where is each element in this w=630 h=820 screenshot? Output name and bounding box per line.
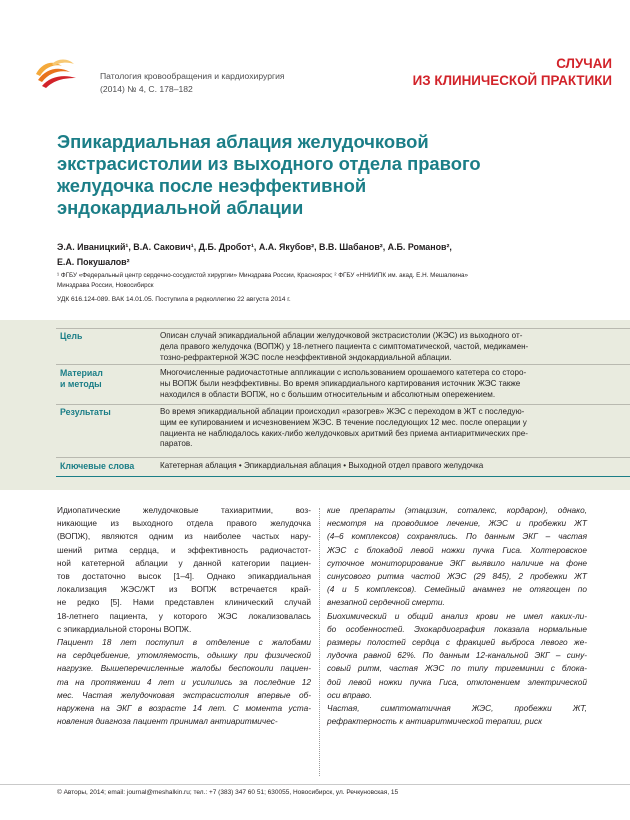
body-text-line: тов достаточно высок [1–4]. Однако эпикардиальная — [57, 571, 311, 582]
body-text-line: на сердцебиение, утомляемость, одышку при физической — [57, 650, 311, 661]
column-divider — [319, 508, 320, 776]
abstract-text-methods — [160, 368, 615, 400]
abstract-label-goal — [60, 331, 82, 342]
body-text-line: не редко [5]. Нами представлен клинический случай — [57, 597, 311, 608]
title-line: желудочка после неэффективной — [57, 175, 367, 196]
body-column-right — [327, 504, 587, 728]
body-text-line: Частая, симптоматичная ЖЭС, пробежки ЖТ, — [327, 703, 587, 714]
body-text-line: рефрактерность к антиаритмической терапии, риск — [327, 716, 543, 727]
body-text-line: синусового ритма частой ЖЭС (29 845), 2 пробежки ЖТ — [327, 571, 587, 582]
body-text-line: Пациент 18 лет поступил в отделение с жалобами — [57, 637, 311, 648]
title-line: экстрасистолии из выходного отдела правого — [57, 153, 481, 174]
body-text-line: (ВОПЖ), являются одним из наиболее частых нару- — [57, 531, 311, 542]
body-text-line: шений ритма сердца, и эффективность радиочастот- — [57, 544, 311, 555]
body-text-line: (4–6 комплексов) сохранялись. По данным ЭКГ – частая — [327, 531, 587, 542]
body-text-line: размеры полостей сердца с фракцией выброса левого же- — [327, 637, 587, 648]
journal-logo-icon — [32, 56, 80, 92]
abstract-text-line: Многочисленные радиочастотные аппликации с использованием орошаемого катетера со сторо- — [160, 368, 527, 377]
body-text-line: наружена на ЭКГ в возрасте 14 лет. С момента уста- — [57, 703, 311, 714]
author-line: Е.А. Покушалов² — [57, 257, 130, 267]
abstract-divider — [56, 364, 630, 365]
body-text-line: с эпикардиальной стороны ВОПЖ. — [57, 623, 192, 634]
body-text-line: ной катетерной аблации у данной категории пациен- — [57, 557, 311, 568]
abstract-text-results — [160, 407, 615, 450]
body-text-line: бо особенностей. Эхокардиография показала нормальные — [327, 623, 587, 634]
abstract-divider — [56, 404, 630, 405]
abstract-label-line: Ключевые слова — [60, 461, 135, 471]
body-text-line: (4 и 5 комплексов). Семейный анамнез не отягощен по — [327, 584, 587, 595]
abstract-text-goal — [160, 331, 615, 363]
journal-issue: (2014) № 4, С. 178–182 — [100, 83, 193, 94]
abstract-text-line: Описан случай эпикардиальной аблации желудочковой экстрасистолии (ЖЭС) из выходного от- — [160, 331, 523, 340]
body-text-line: дой левой ножки пучка Гиса, отклонением электрической — [327, 676, 587, 687]
section-line-1: СЛУЧАИ — [556, 56, 612, 71]
body-text-line: внезапной сердечной смерти. — [327, 597, 445, 608]
abstract-label-line: Результаты — [60, 407, 111, 417]
body-text-line: та на протяжении 4 лет и усилились за последние 12 — [57, 676, 311, 687]
footer-rule — [0, 784, 630, 785]
abstract-label-line: и методы — [60, 379, 102, 389]
author-line: Э.А. Иваницкий¹, В.А. Сакович¹, Д.Б. Дробот¹, А.А. Якубов², В.В. Шабанов², А.Б. Романов², — [57, 242, 452, 252]
section-line-2: ИЗ КЛИНИЧЕСКОЙ ПРАКТИКИ — [412, 73, 612, 88]
journal-citation — [100, 70, 285, 95]
abstract-text-line: Катетерная аблация • Эпикардиальная аблация • Выходной отдел правого желудочка — [160, 461, 484, 470]
body-text-line: локализация ЖЭС/ЖТ из ВОПЖ встречается край- — [57, 584, 311, 595]
udk-line: УДК 616.124-089. ВАК 14.01.05. Поступила в редколлегию 22 августа 2014 г. — [57, 296, 291, 303]
title-line: эндокардиальной аблации — [57, 197, 304, 218]
abstract-text-line: пациента не наблюдалось каких-либо желудочковых аритмий без приема антиаритмических пре- — [160, 428, 528, 438]
affiliations — [57, 271, 617, 290]
section-heading — [413, 55, 612, 89]
body-text-line: суточное мониторирование ЭКГ выявило наличие на фоне — [327, 557, 587, 568]
abstract-text-line: паратов. — [160, 439, 193, 449]
abstract-bottom-rule — [56, 476, 630, 477]
affiliation-line: Минздрава России, Новосибирск — [57, 281, 154, 289]
abstract-text-keywords — [160, 461, 615, 472]
abstract-text-line: тозно-рефрактерной ЖЭС после неэффективной эндокардиальной аблации. — [160, 352, 452, 362]
body-text-line: Биохимический и общий анализ крови не имел каких-ли- — [327, 610, 587, 621]
journal-name: Патология кровообращения и кардиохирургия — [100, 71, 285, 81]
abstract-text-line: дела правого желудочка (ВОПЖ) у 18-летнего пациента с симптоматической, частой, медикамен- — [160, 341, 529, 351]
body-text-line: 18-летнего пациента, у которого ЖЭС локализовалась — [57, 610, 311, 621]
article-title — [57, 131, 597, 219]
abstract-label-line: Цель — [60, 331, 83, 341]
body-text-line: кие препараты (этацизин, соталекс, кордарон), однако, — [327, 505, 587, 515]
body-text-line: никающие из выходного отдела правого желудочка — [57, 518, 311, 529]
abstract-text-line: Во время эпикардиальной аблации происходил «разогрев» ЖЭС с переходом в ЖТ с последую- — [160, 407, 525, 416]
affiliation-line: ¹ ФГБУ «Федеральный центр сердечно-сосудистой хирургии» Минздрава России, Красноярск; ² ФГБУ «ННИИПК им. акад. Е.Н. Мешалкина» — [57, 272, 468, 279]
abstract-text-line: щим ее купированием и исчезновением ЖЭС. В течение последующих 12 мес. после операции у — [160, 417, 527, 427]
abstract-divider — [56, 457, 630, 458]
body-column-left — [57, 504, 311, 728]
abstract-divider — [56, 328, 630, 329]
body-text-line: нагрузке. Вышеперечисленные жалобы беспокоили пациен- — [57, 663, 311, 674]
abstract-label-keywords — [60, 461, 134, 472]
body-text-line: оси вправо. — [327, 689, 372, 700]
body-text-line: несмотря на проводимое лечение, ЖЭС и пробежки ЖТ — [327, 518, 587, 529]
body-text-line: мес. Частая желудочковая экстрасистолия впервые об- — [57, 689, 311, 700]
abstract-text-line: находился в области ВОПЖ, но с большим относительным и абсолютным опережением. — [160, 389, 496, 399]
body-text-line: новления диагноза пациент принимал антиаритмичес- — [57, 716, 278, 727]
body-text-line: совый ритм, частая ЖЭС по типу тригеминии с блока- — [327, 663, 587, 674]
abstract-label-results — [60, 407, 111, 418]
body-text-line: Идиопатические желудочковые тахиаритмии, воз- — [57, 505, 311, 515]
abstract-text-line: ны ВОПЖ были неэффективны. Во время эпикардиального картирования источник ЖЭС также — [160, 378, 521, 388]
author-list — [57, 240, 452, 270]
abstract-label-line: Материал — [60, 368, 103, 378]
body-text-line: ЖЭС с блокадой левой ножки пучка Гиса. Холтеровское — [327, 544, 587, 555]
abstract-label-methods — [60, 368, 103, 390]
title-line: Эпикардиальная аблация желудочковой — [57, 131, 429, 152]
body-text-line: лудочка равной 62%. По данным 12-канальной ЭКГ – сину- — [327, 650, 587, 661]
footer-contacts: © Авторы, 2014; email: journal@meshalkin.ru; тел.: +7 (383) 347 60 51; 630055, Новосибирск, ул. Речкуновская, 15 — [57, 789, 399, 796]
